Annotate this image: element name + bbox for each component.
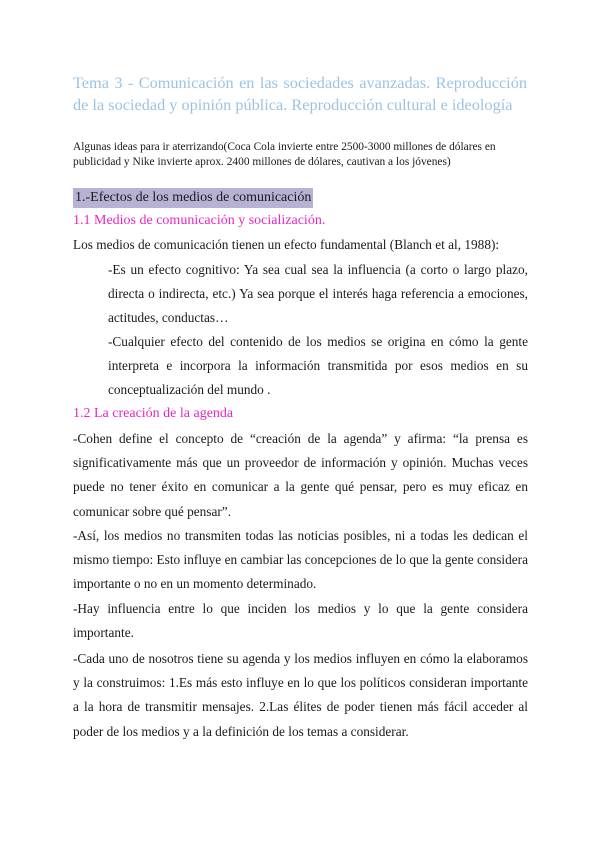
section-heading-1: 1.-Efectos de los medios de comunicación	[73, 188, 313, 208]
paragraph-1-2-d: -Cada uno de nosotros tiene su agenda y los medios influyen en cómo la elaboramos y la construimos: 1.Es más esto influye en lo que los políticos consideran importante a la hora de transmitir mensajes. 2.Las élites de poder tienen más fácil acceder al poder de los medios y a la definición de los temas a considerar.	[73, 651, 528, 739]
paragraph-1-1-b: -Cualquier efecto del contenido de los medios se origina en cómo la gente interpreta e incorpora la información transmitida por esos medios en su conceptualización del mundo .	[108, 334, 528, 398]
intro-note: Algunas ideas para ir aterrizando(Coca Cola invierte entre 2500-3000 millones de dólares en publicidad y Nike invierte aprox. 2400 millones de dólares, cautivan a los jóvenes)	[73, 141, 496, 168]
subheading-1-1: 1.1 Medios de comunicación y socialización.	[73, 213, 326, 228]
subheading-1-2: 1.2 La creación de la agenda	[73, 406, 234, 421]
paragraph-1-1-a: -Es un efecto cognitivo: Ya sea cual sea la influencia (a corto o largo plazo, directa o indirecta, etc.) Ya sea porque el interés haga referencia a emociones, actitudes, conductas…	[108, 262, 528, 326]
paragraph-1-2-c: -Hay influencia entre lo que inciden los medios y lo que la gente considera importante.	[73, 601, 528, 641]
paragraph-1-2-b: -Así, los medios no transmiten todas las noticias posibles, ni a todas les dedican el mismo tiempo: Esto influye en cambiar las concepciones de lo que la gente considera importante o no en un momento determinado.	[73, 528, 528, 592]
paragraph-1-2-a: -Cohen define el concepto de “creación de la agenda” y afirma: “la prensa es significativamente más que un proveedor de información y opinión. Muchas veces puede no tener éxito en comunicar a la gente qué pensar, pero es muy eficaz en comunicar sobre qué pensar”.	[73, 431, 528, 519]
paragraph-1-1-intro: Los medios de comunicación tienen un efecto fundamental (Blanch et al, 1988):	[73, 237, 500, 252]
document-title: Tema 3 - Comunicación en las sociedades avanzadas. Reproducción de la sociedad y opinión pública. Reproducción cultural e ideología	[73, 73, 527, 114]
